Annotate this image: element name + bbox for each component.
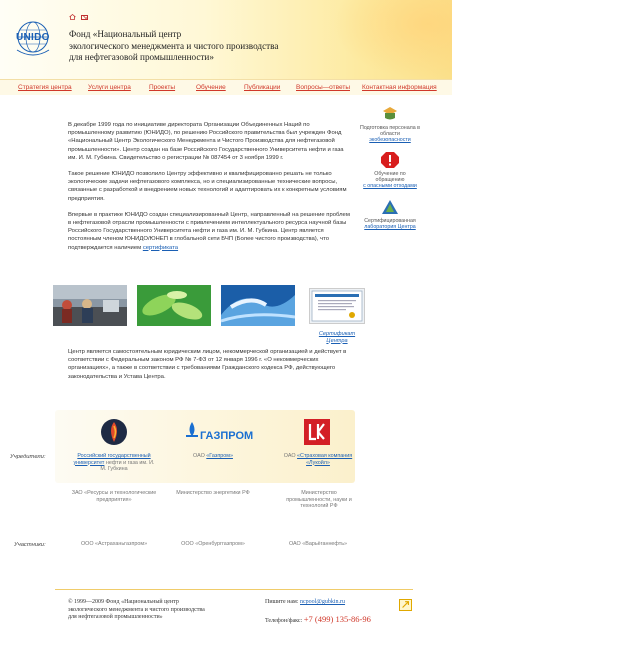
- mail-icon[interactable]: [81, 15, 88, 20]
- nav-training[interactable]: Обучение: [196, 84, 226, 91]
- training-icon: [381, 106, 399, 122]
- nav-strategy[interactable]: Стратегия центра: [18, 84, 72, 91]
- legal-status-text: Центр является самостоятельным юридическим лицом, некоммерческой организацией и действует в соответствии с Федеральным законом РФ № 7-ФЗ от 12 января 1996 г. «О некоммерческих организациях», а также в соответствии с требованиями Гражданского кодекса РФ, действующего законодательства и Устава Центра.: [68, 349, 347, 380]
- certificate-link[interactable]: сертификата: [142, 244, 179, 251]
- contact-info: [265, 599, 371, 624]
- founder-lukoil: ОАО «Страховая компания «Лукойл»: [283, 453, 353, 466]
- founder-ministry-industry: Министерство промышленности, науки и технологий РФ: [286, 490, 352, 510]
- phone-label: Телефон/факс:: [265, 618, 303, 624]
- participant-variegan: ОАО «Варьёганнефть»: [288, 541, 348, 547]
- nav-projects[interactable]: Проекты: [149, 84, 176, 91]
- lab-icon: [381, 199, 399, 215]
- sidebar-item-training[interactable]: Подготовка персонала в области экобезопасности: [360, 106, 420, 144]
- email-link[interactable]: ncpool@gubkin.ru: [300, 599, 346, 605]
- photo-ocean-wave: [221, 285, 295, 326]
- founder-ministry-energy: Министерство энергетики РФ: [176, 490, 250, 496]
- org-title: Фонд «Национальный центр экологического менеджмента и чистого производства для нефтегазовой промышленности»: [69, 29, 279, 62]
- participant-astrakhan: ООО «Астраханьгазпром»: [80, 541, 148, 547]
- photo-green-leaves: [137, 285, 211, 326]
- sidebar-item-hazard[interactable]: Обучение по обращению с опасными отходами: [360, 152, 420, 190]
- nav-faq[interactable]: Вопросы—ответы: [296, 84, 350, 91]
- founder-resources: ЗАО «Ресурсы и технологические предприятия»: [71, 490, 157, 503]
- sidebar-item-lab[interactable]: Сертифицированная лаборатория Центра: [360, 199, 420, 230]
- footer-divider: [55, 589, 413, 590]
- certificate-caption[interactable]: Сертификат Центра: [318, 331, 356, 344]
- intro-paragraph-2: Такое решение ЮНИДО позволило Центру эффективно и квалифицированно решать не только экологические задачи нефтегазового комплекса, но и специализированные технические вопросы, связанные с разработкой и внедрением новых технологий и адаптировать их к конкретным условиям предприятия.: [68, 171, 347, 202]
- home-icon[interactable]: [69, 14, 76, 20]
- nav-publications[interactable]: Публикации: [244, 84, 281, 91]
- write-label: Пишите нам:: [265, 599, 299, 605]
- gazprom-logo-text: ГАЗПРОМ: [200, 430, 254, 442]
- participants-label: Участники:: [14, 542, 46, 548]
- nav-contacts[interactable]: Контактная информация: [362, 84, 437, 91]
- photo-oil-spill-cleanup: [53, 285, 127, 326]
- logo-text: UNIDO: [16, 32, 50, 43]
- nav-services[interactable]: Услуги центра: [88, 84, 131, 91]
- external-link-icon[interactable]: [399, 599, 412, 611]
- founder-gubkin: Российский государственный университет нефти и газа им. И. М. Губкина: [73, 453, 155, 473]
- site-header: [0, 0, 452, 80]
- intro-text: [68, 121, 350, 260]
- copyright: © 1999—2009 Фонд «Национальный центр экологического менеджмента и чистого производства для нефтегазовой промышленности»: [68, 599, 205, 621]
- intro-paragraph-1: В декабре 1999 года по инициативе директората Организации Объединенных Наций по промышленному развитию (ЮНИДО), по решению Российского правительства был учрежден Фонд «Национальный Центр Экологического Менеджмента и Чистого Производства для нефтегазовой промышленности». Центр создан на базе Российского Государственного Университета нефти и газа им. И. М. Губкина. Свидетельство о регистрации № 087454 от 3 ноября 1999 г.: [68, 122, 344, 161]
- gazprom-logo-icon[interactable]: [184, 420, 254, 446]
- main-nav: [0, 79, 452, 95]
- hazard-icon: [381, 152, 399, 168]
- certificate-thumbnail[interactable]: [309, 288, 365, 324]
- intro-paragraph-3: Впервые в практике ЮНИДО создан специализированный Центр, направленный на решение проблем в нефтегазовой отрасли промышленности с привлечением интеллектуального ресурса научной базы Российского Государственного Университета нефти и газа им. И. М. Губкина. Центр является постоянным членом ЮНИДО/ЮНЕП в глобальной сети БЧП (Более чистого производства), что подтверждается наличием сертификата: [68, 211, 350, 251]
- phone-number: +7 (499) 135-86-96: [303, 614, 371, 624]
- founders-label: Учредители:: [10, 454, 46, 460]
- gubkin-logo-icon[interactable]: [100, 418, 128, 446]
- lukoil-logo-icon[interactable]: [304, 419, 330, 445]
- founder-gazprom: ОАО «Газпром»: [193, 453, 233, 459]
- participant-orenburg: ООО «Оренбурггазпром»: [181, 541, 245, 547]
